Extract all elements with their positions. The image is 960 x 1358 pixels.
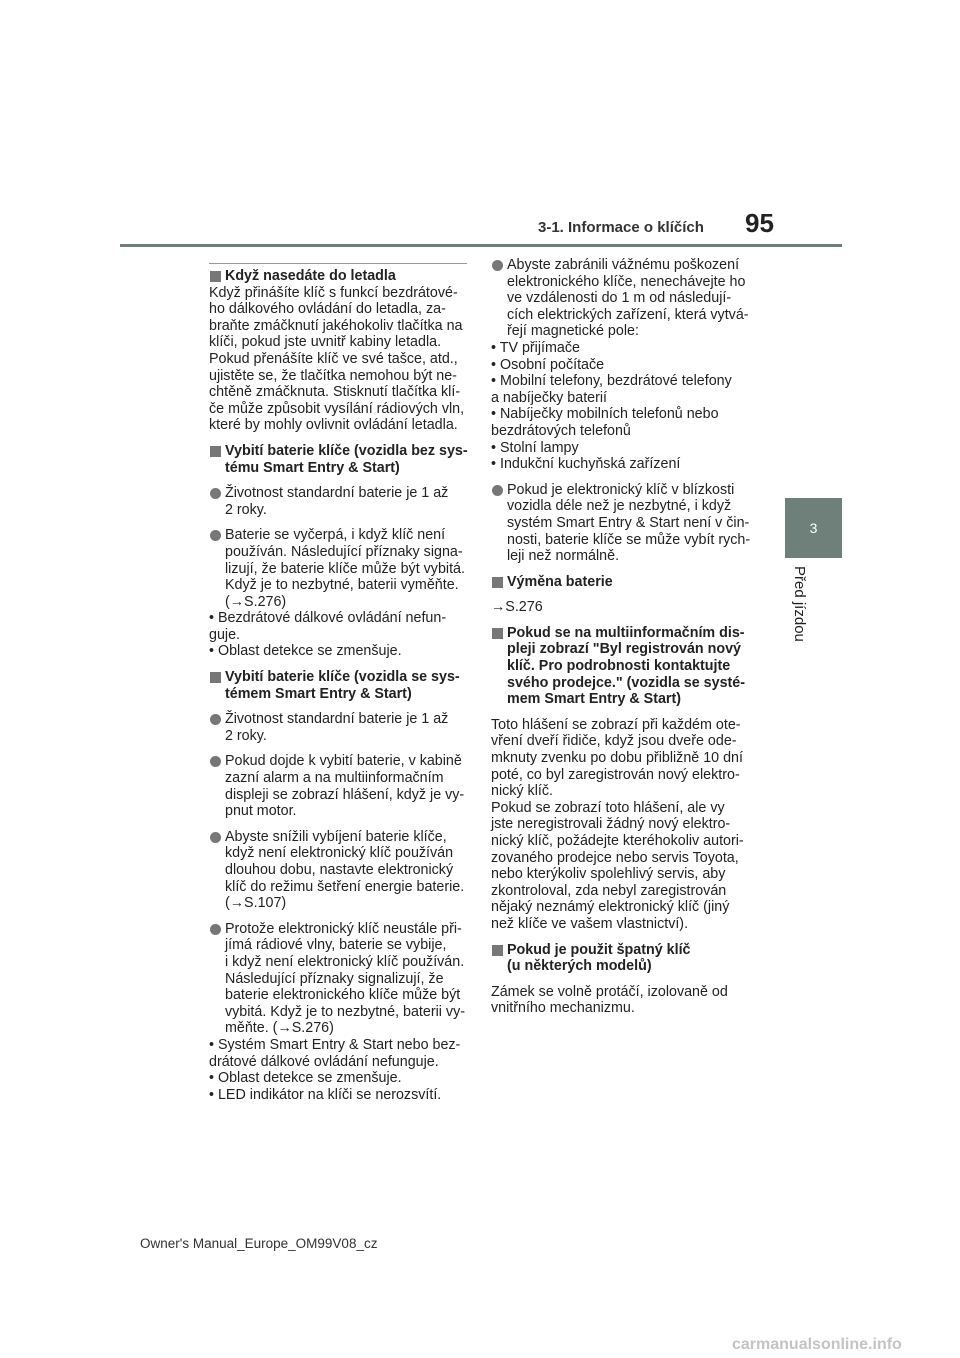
square-bullet-icon — [210, 672, 221, 683]
section-battery-no-smart — [209, 443, 471, 476]
square-bullet-icon — [210, 446, 221, 457]
circle-bullet-icon — [210, 924, 221, 935]
list-item: • Stolní lampy — [491, 439, 579, 456]
circle-bullet-icon — [210, 530, 221, 541]
section-heading-text: Vybití baterie klíče (vozidla bez sys- tému Smart Entry & Start) — [225, 442, 468, 476]
section-heading — [491, 625, 753, 708]
circle-item-group — [491, 257, 753, 473]
circle-item-text: Baterie se vyčerpá, i když klíč není používán. Následující příznaky signa- lizují, že baterie klíče může být vybitá. Když je to nezbytné, baterii vyměňte. (→S.276) — [225, 527, 465, 610]
watermark: carmanualsonline.info — [732, 1336, 902, 1353]
section-heading-text: Výměna baterie — [507, 573, 613, 590]
paragraph: Zámek se volně protáčí, izolovaně od vnitřního mechanizmu. — [491, 983, 728, 1017]
square-bullet-icon — [210, 271, 221, 282]
circle-bullet-icon — [210, 832, 221, 843]
section-heading — [209, 443, 471, 476]
circle-item-text: Pokud dojde k vybití baterie, v kabině zazní alarm a na multiinformačním displeji se zobrazí hlášení, když je vy- pnut motor. — [225, 753, 465, 820]
circle-item-group — [209, 921, 471, 1104]
list-item: • TV přijímače — [491, 339, 580, 356]
section-heading — [491, 574, 753, 591]
paragraph: Když přinášíte klíč s funkcí bezdrátové- ho dálkového ovládání do letadla, za- braňte zmáčknutí jakéhokoliv tlačítka na klíči, pokud jste uvnitř kabiny letadla. Pokud přenášíte klíč ve své tašce, atd., ujistěte se, že tlačítka nemohou být ne- chtěně zmáčknuta. Stisknutí tlačítka klí- če může způsobit vysílání rádiových vln, které by mohly ovlivnit ovládání letadla. — [209, 284, 465, 434]
circle-item-text: Abyste snížili vybíjení baterie klíče, když není elektronický klíč používán dlouhou dobu, nastavte elektronický klíč do režimu šetření energie baterie. (→S.107) — [225, 828, 465, 912]
list-item: • Mobilní telefony, bezdrátové telefony a nabíječky baterií — [491, 373, 732, 406]
page-number: 95 — [745, 208, 774, 238]
section-heading — [491, 942, 753, 975]
circle-item-text: Životnost standardní baterie je 1 až 2 roky. — [225, 711, 449, 744]
header-rule — [120, 244, 842, 247]
chapter-tab-label: Před jízdou — [791, 566, 808, 642]
section-rule — [209, 263, 467, 264]
circle-item — [209, 485, 471, 518]
section-battery-smart — [209, 669, 471, 702]
circle-bullet-icon — [210, 714, 221, 725]
left-column — [209, 268, 471, 1112]
footer-text: Owner's Manual_Europe_OM99V08_cz — [140, 1236, 378, 1251]
section-heading — [209, 669, 471, 702]
circle-item — [491, 482, 753, 565]
circle-item-text: Protože elektronický klíč neustále při- jímá rádiové vlny, baterie se vybije, i když není elektronický klíč používán. Následující příznaky signalizují, že baterie elektronického klíče může být vybitá. Když je to nezbytné, baterii vy- měňte. (→S.276) — [225, 920, 465, 1037]
square-bullet-icon — [492, 628, 503, 639]
list-item: • Bezdrátové dálkové ovládání nefun- guje. — [209, 610, 447, 643]
square-bullet-icon — [492, 577, 503, 588]
circle-bullet-icon — [492, 260, 503, 271]
paragraph: Toto hlášení se zobrazí při každém ote- vření dveří řidiče, když jsou dveře ode- mknuty zvenku po dobu přibližně 10 dní poté, co byl zaregistrován nový elektro- nický klíč. Pokud se zobrazí toto hlášení, ale vy jste neregistrovali žádný nový elektro- nický klíč, požádejte kteréhokoliv autori- zovaného prodejce nebo servis Toyota, nebo kterýkoliv spolehlivý servis, aby zkontroloval, zda nebyl zaregistrován nějaký neznámý elektronický klíč (jiný než klíče ve vašem vlastnictví). — [491, 716, 744, 932]
chapter-tab-number: 3 — [809, 520, 818, 536]
list-item: • LED indikátor na klíči se nerozsvítí. — [209, 1086, 442, 1103]
circle-item-text: Abyste zabránili vážnému poškození elektronického klíče, nenechávejte ho ve vzdálenosti do 1 m od následují- cích elektrických zařízení, která vytvá- řejí magnetické pole: — [507, 257, 749, 340]
list-item: • Indukční kuchyňská zařízení — [491, 456, 681, 473]
chapter-tab — [785, 498, 842, 558]
right-column — [491, 257, 753, 1026]
list-item: • Oblast detekce se zmenšuje. — [209, 1070, 402, 1087]
section-wrong-key — [491, 942, 753, 1017]
circle-item — [209, 829, 471, 912]
circle-item-text: Pokud je elektronický klíč v blízkosti vozidla déle než je nezbytné, i když systém Smart Entry & Start není v čin- nosti, baterie klíče se může vybít rych- leji než normálně. — [507, 481, 751, 565]
section-battery-replace — [491, 574, 753, 591]
circle-item-text: Životnost standardní baterie je 1 až 2 roky. — [225, 485, 449, 518]
list-item: • Nabíječky mobilních telefonů nebo bezdrátových telefonů — [491, 406, 719, 439]
section-heading-text: Pokud je použit špatný klíč (u některých modelů) — [507, 941, 691, 975]
list-item: • Oblast detekce se zmenšuje. — [209, 643, 402, 660]
section-heading-text: Když nasedáte do letadla — [225, 268, 396, 284]
section-heading-text: Pokud se na multiinformačním dis- pleji zobrazí "Byl registrován nový klíč. Pro podrobnosti kontaktujte svého prodejce." (vozidla se systé- mem Smart Entry & Start) — [507, 624, 745, 708]
chapter-title: 3-1. Informace o klíčích — [538, 219, 704, 236]
section-new-key-message — [491, 625, 753, 933]
page-reference[interactable]: →S.276 — [491, 599, 543, 616]
circle-bullet-icon — [210, 488, 221, 499]
section-airplane — [209, 268, 471, 434]
section-heading-text: Vybití baterie klíče (vozidla se sys- témem Smart Entry & Start) — [225, 669, 460, 702]
circle-bullet-icon — [210, 756, 221, 767]
circle-item-group — [209, 527, 471, 660]
list-item: • Osobní počítače — [491, 356, 605, 373]
circle-bullet-icon — [492, 485, 503, 496]
circle-item — [209, 711, 471, 744]
list-item: • Systém Smart Entry & Start nebo bez- drátové dálkové ovládání nefunguje. — [209, 1036, 461, 1070]
square-bullet-icon — [492, 945, 503, 956]
circle-item — [209, 753, 471, 819]
section-heading — [209, 268, 471, 285]
